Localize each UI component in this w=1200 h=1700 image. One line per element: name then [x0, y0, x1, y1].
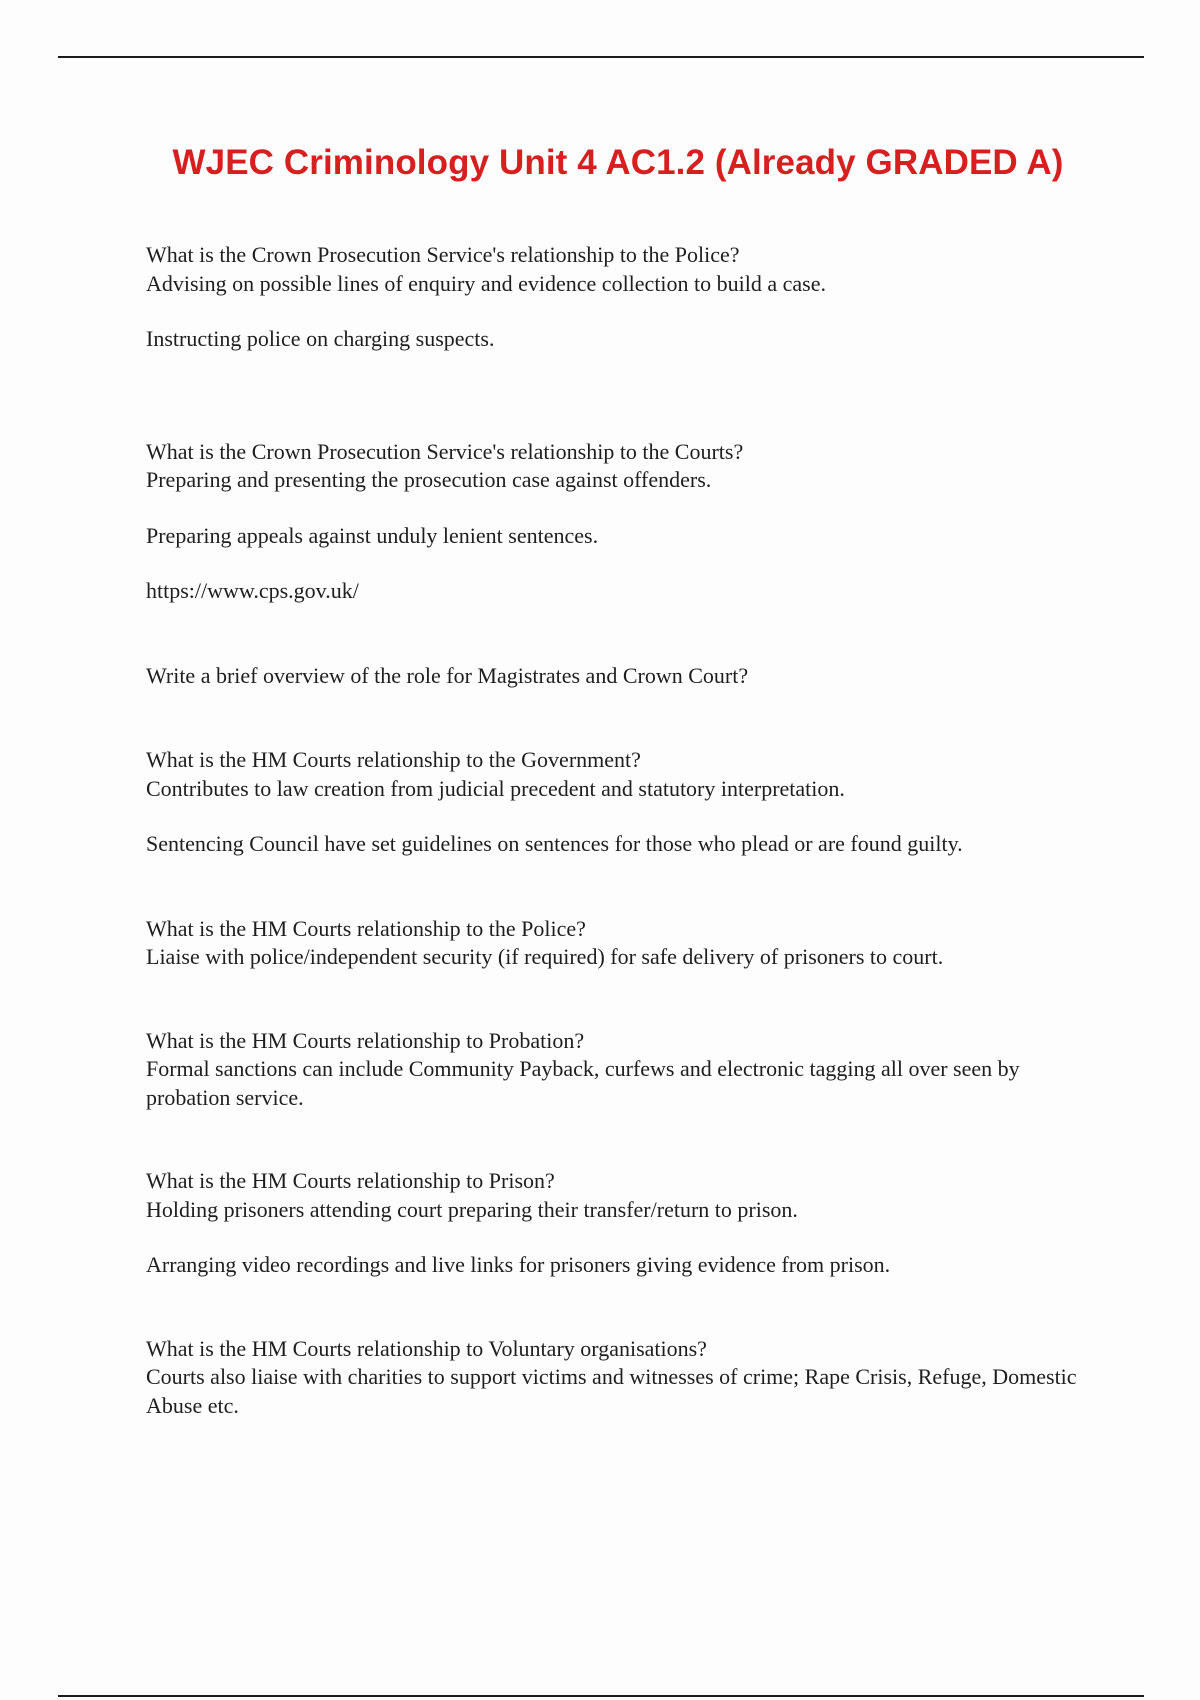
- qa-item: [146, 1167, 1096, 1280]
- question: What is the HM Courts relationship to the Police?: [146, 915, 586, 941]
- question: What is the HM Courts relationship to Prison?: [146, 1168, 555, 1193]
- answer: Holding prisoners attending court preparing their transfer/return to prison.: [146, 1196, 798, 1222]
- answer: Preparing appeals against unduly lenient sentences.: [146, 522, 599, 548]
- qa-item: [146, 438, 1096, 606]
- footer-rule: [58, 1695, 1144, 1697]
- document-title: WJEC Criminology Unit 4 AC1.2 (Already GRADED A): [172, 143, 1064, 182]
- qa-item: [146, 241, 1096, 354]
- document-body: [146, 241, 1096, 1420]
- qa-item: [146, 1027, 1096, 1113]
- qa-item: [146, 662, 1096, 691]
- qa-item: [146, 915, 1096, 972]
- answer: Liaise with police/independent security (if required) for safe delivery of prisoners to court.: [146, 944, 944, 969]
- answer: Sentencing Council have set guidelines on sentences for those who plead or are found guilty.: [146, 831, 963, 856]
- question: What is the Crown Prosecution Service's relationship to the Courts?: [146, 438, 744, 464]
- answer: Advising on possible lines of enquiry and evidence collection to build a case.: [146, 270, 827, 296]
- question: What is the Crown Prosecution Service's relationship to the Police?: [146, 242, 740, 267]
- header-rule: [58, 56, 1144, 58]
- qa-item: [146, 746, 1096, 859]
- answer: Contributes to law creation from judicial precedent and statutory interpretation.: [146, 775, 845, 801]
- question: What is the HM Courts relationship to Voluntary organisations?: [146, 1335, 707, 1361]
- answer: Instructing police on charging suspects.: [146, 326, 495, 351]
- answer: Arranging video recordings and live links for prisoners giving evidence from prison.: [146, 1252, 891, 1277]
- answer: Formal sanctions can include Community Payback, curfews and electronic tagging all over seen by probation service.: [146, 1056, 1020, 1110]
- question: Write a brief overview of the role for Magistrates and Crown Court?: [146, 662, 749, 688]
- answer-link: https://www.cps.gov.uk/: [146, 578, 359, 603]
- qa-item: [146, 1335, 1096, 1421]
- answer: Preparing and presenting the prosecution case against offenders.: [146, 467, 712, 492]
- question: What is the HM Courts relationship to Probation?: [146, 1027, 585, 1053]
- question: What is the HM Courts relationship to the Government?: [146, 747, 641, 772]
- answer: Courts also liaise with charities to support victims and witnesses of crime; Rape Crisis, Refuge, Domestic Abuse etc.: [146, 1364, 1077, 1418]
